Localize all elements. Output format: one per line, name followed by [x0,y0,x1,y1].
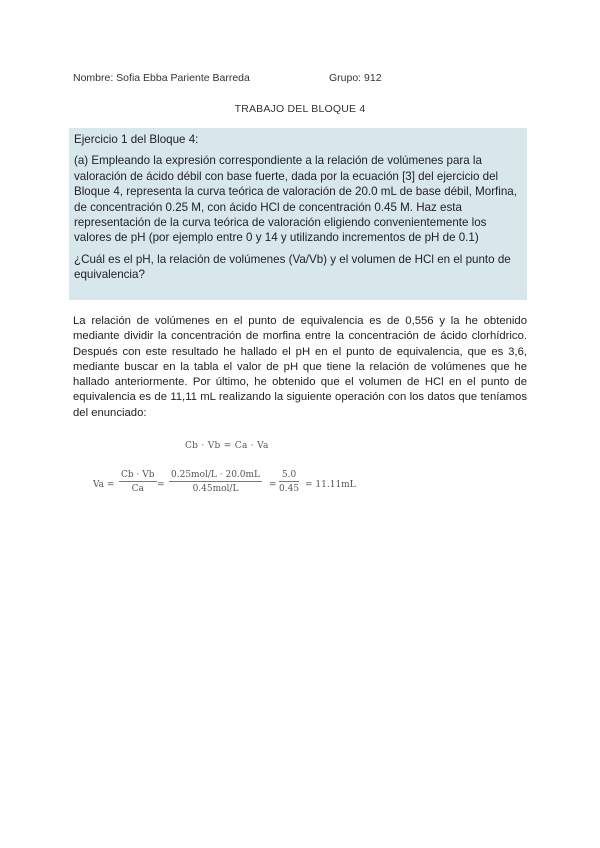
fraction-symbolic [119,470,157,494]
fraction-denominator: Ca [131,484,144,494]
volume-calculation [93,470,393,506]
answer-paragraph: La relación de volúmenes en el punto de equivalencia es de 0,556 y la he obtenido mediante dividir la concentración de morfina entre la concentración de ácido clorhídrico. Después con este resultado he hallado el pH en el punto de equivalencia, que es 3,6, mediante buscar en la tabla el valor de pH que tiene la relación de volúmenes que he hallado anteriormente. Por último, he obtenido que el volumen de HCl en el punto de equivalencia es de 11,11 mL realizando la siguiente operación con los datos que teníamos del enunciado: [73,315,527,419]
student-name: Nombre: Sofia Ebba Pariente Barreda [73,72,250,84]
fraction-numeric [279,470,299,494]
exercise-question: ¿Cuál es el pH, la relación de volúmenes (Va/Vb) y el volumen de HCl en el punto de equivalencia? [74,252,511,282]
equals-sign: = [269,480,277,490]
exercise-part-a: (a) Empleando la expresión correspondiente a la relación de volúmenes para la valoración de ácido débil con base fuerte, dada por la ecuación [3] del ejercicio del Bloque 4, representa la curva teórica de valoración de 20.0 mL de base débil, Morfina, de concentración 0.25 M, con ácido HCl de concentración 0.45 M. Haz esta representación de la curva teórica de valoración eligiendo convenientemente los valores de pH (por ejemplo entre 0 y 14 y utilizando incrementos de pH de 0.1) [74,154,517,245]
equals-sign: = [157,480,165,490]
fraction-denominator: 0.45 [279,484,300,494]
document-title: TRABAJO DEL BLOQUE 4 [234,103,366,115]
formula-result: = 11.11mL [305,480,356,490]
equivalence-equation: Cb · Vb = Ca · Va [185,441,269,451]
group-number: Grupo: 912 [329,72,382,84]
fraction-values [169,470,262,494]
fraction-denominator: 0.45mol/L [192,484,239,494]
fraction-numerator: 5.0 [281,470,297,480]
exercise-heading: Ejercicio 1 del Bloque 4: [74,133,199,146]
fraction-numerator: 0.25mol/L · 20.0mL [171,470,261,480]
fraction-numerator: Cb · Vb [121,470,155,480]
formula-lhs: Va = [93,480,115,490]
header [73,72,382,84]
exercise-statement-box [69,128,527,300]
